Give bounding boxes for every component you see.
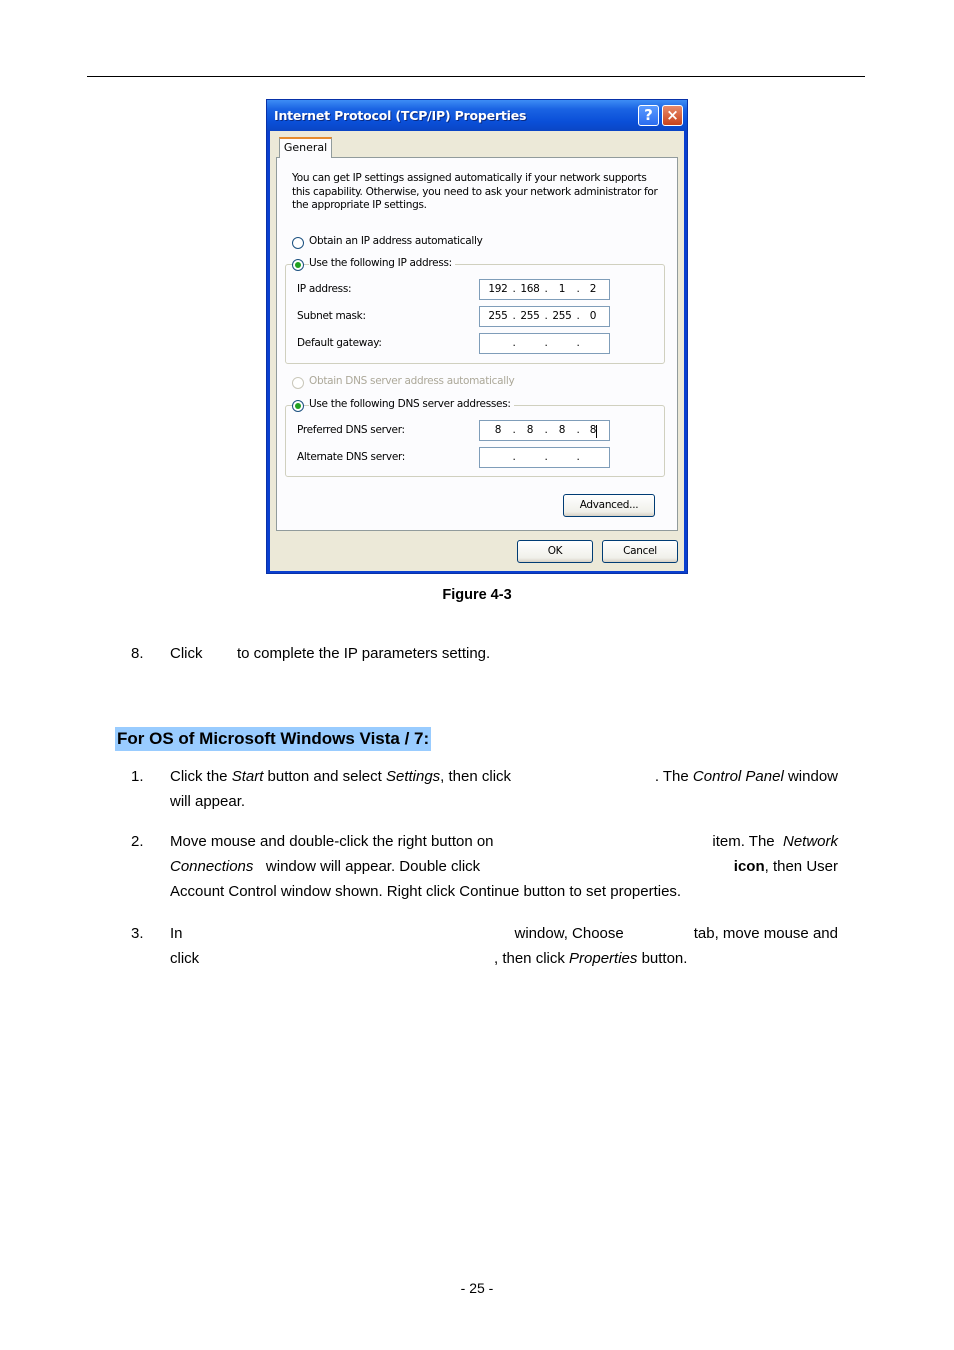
radio-selected-dot [295, 262, 301, 268]
default-gateway-field[interactable]: . . . [479, 333, 610, 354]
alternate-dns-field[interactable]: . . . [479, 447, 610, 468]
title-bar[interactable] [267, 100, 687, 131]
ip-address-field[interactable]: 192 . 168 . 1 . 2 [479, 279, 610, 300]
step-8-number: 8. [131, 645, 144, 662]
tab-general[interactable]: General [279, 137, 332, 158]
radio-use-ip-label[interactable]: Use the following IP address: [309, 257, 455, 269]
close-button[interactable] [662, 105, 683, 126]
step-3-number: 3. [131, 925, 144, 942]
text-caret [596, 425, 597, 438]
subnet-mask-label: Subnet mask: [297, 310, 366, 322]
step-1-text: Click the Start button and select Settings, then click . The Control Panel window will appear. [170, 768, 838, 810]
intro-text: You can get IP settings assigned automatically if your network supports this capability. Otherwise, you need to ask your network administrator for the appropriate IP settings. [292, 172, 658, 211]
radio-use-dns-label[interactable]: Use the following DNS server addresses: [309, 398, 514, 410]
tcpip-properties-dialog [266, 99, 688, 574]
radio-obtain-ip-label[interactable]: Obtain an IP address automatically [309, 235, 483, 247]
radio-obtain-ip[interactable] [292, 237, 304, 249]
radio-selected-dot [295, 403, 301, 409]
help-button[interactable] [638, 105, 659, 126]
step-8-click: Click [170, 645, 203, 662]
alternate-dns-label: Alternate DNS server: [297, 451, 406, 463]
step-3-text: In window, Choose tab, move mouse and click , then click Properties button. [170, 925, 838, 967]
header-rule [87, 76, 865, 77]
cancel-button[interactable]: Cancel [602, 540, 678, 563]
radio-obtain-dns [292, 377, 304, 389]
advanced-button[interactable]: Advanced... [563, 494, 655, 517]
dialog-client-area [270, 131, 684, 571]
help-icon: ? [644, 106, 653, 124]
step-8-text: to complete the IP parameters setting. [237, 645, 491, 662]
radio-use-ip[interactable] [292, 259, 304, 271]
radio-obtain-dns-label: Obtain DNS server address automatically [309, 375, 515, 387]
dialog-title: Internet Protocol (TCP/IP) Properties [274, 108, 527, 123]
ok-button[interactable]: OK [517, 540, 593, 563]
preferred-dns-field[interactable]: 8 . 8 . 8 . 8 [479, 420, 610, 441]
general-tab-panel [276, 157, 678, 531]
radio-use-dns[interactable] [292, 400, 304, 412]
section-heading: For OS of Microsoft Windows Vista / 7: [115, 727, 431, 751]
step-2-text: Move mouse and double-click the right button on item. The Network Connections window will appear. Double click icon, then User Account Control window shown. Right click Continue button to set properties. [170, 833, 838, 900]
step-2-number: 2. [131, 833, 144, 850]
subnet-mask-field[interactable]: 255 . 255 . 255 . 0 [479, 306, 610, 327]
close-icon: × [666, 106, 679, 124]
ip-address-label: IP address: [297, 283, 352, 295]
preferred-dns-label: Preferred DNS server: [297, 424, 405, 436]
default-gateway-label: Default gateway: [297, 337, 382, 349]
figure-caption: Figure 4-3 [442, 587, 512, 603]
page-number: - 25 - [460, 1280, 494, 1296]
step-1-number: 1. [131, 768, 144, 785]
